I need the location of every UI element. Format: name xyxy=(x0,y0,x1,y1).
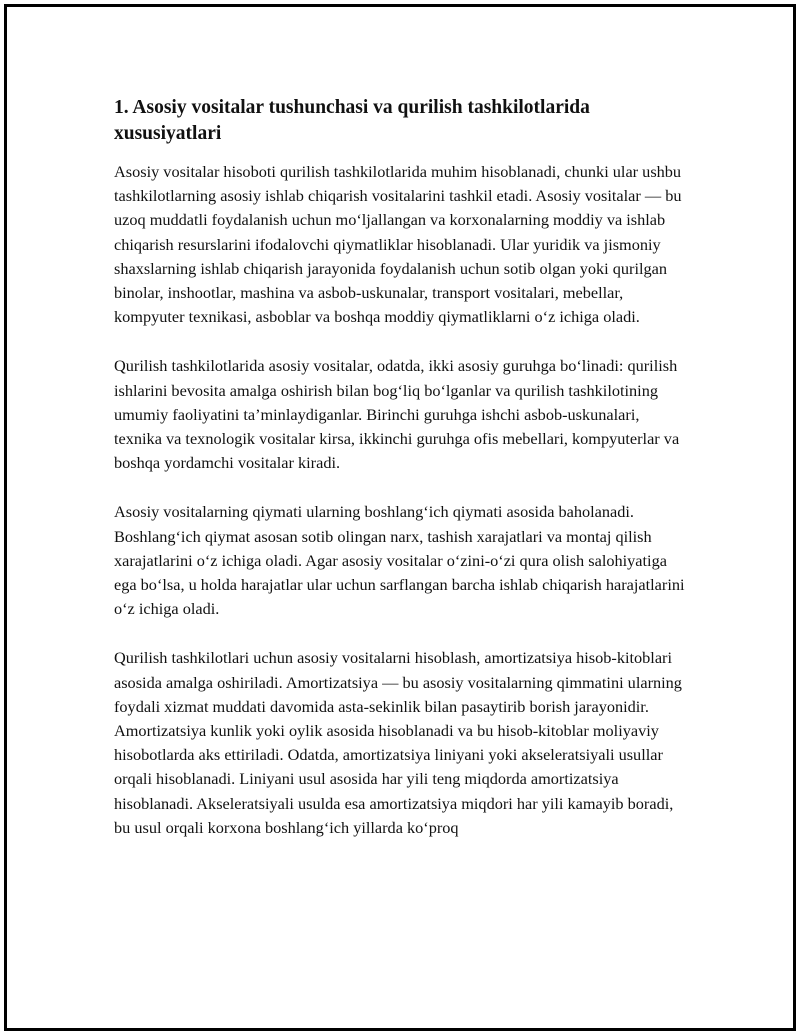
document-body xyxy=(114,95,686,865)
paragraph-3: Asosiy vositalarning qiymati ularning boshlangʻich qiymati asosida baholanadi. Boshlangʻich qiymat asosan sotib olingan narx, tashish xarajatlari va montaj qilish xarajatlarini oʻz ichiga oladi. Agar asosiy vositalar oʻzini-oʻzi qura olish salohiyatiga ega boʻlsa, u holda harajatlar ular uchun sarflangan barcha ishlab chiqarish harajatlarini oʻz ichiga oladi. xyxy=(114,502,685,619)
section-heading: 1. Asosiy vositalar tushunchasi va qurilish tashkilotlarida xususiyatlari xyxy=(114,97,590,144)
paragraph-1: Asosiy vositalar hisoboti qurilish tashkilotlarida muhim hisoblanadi, chunki ular ushbu tashkilotlarning asosiy ishlab chiqarish vositalarini tashkil etadi. Asosiy vositalar — bu uzoq muddatli foydalanish uchun moʻljallangan va korxonalarning moddiy va ishlab chiqarish resurslarini ifodalovchi qiymatliklar hisoblanadi. Ular yuridik va jismoniy shaxslarning ishlab chiqarish jarayonida foydalanish uchun sotib olgan yoki qurilgan binolar, inshootlar, mashina va asbob-uskunalar, transport vositalari, mebellar, kompyuter texnikasi, asboblar va boshqa moddiy qiymatliklarni oʻz ichiga oladi. xyxy=(114,162,682,327)
paragraph-4: Qurilish tashkilotlari uchun asosiy vositalarni hisoblash, amortizatsiya hisob-kitoblari asosida amalga oshiriladi. Amortizatsiya — bu asosiy vositalarning qimmatini ularning foydali xizmat muddati davomida asta-sekinlik bilan pasaytirib borish jarayonidir. Amortizatsiya kunlik yoki oylik asosida hisoblanadi va bu hisob-kitoblar moliyaviy hisobotlarda aks ettiriladi. Odatda, amortizatsiya liniyani yoki akseleratsiyali usullar orqali hisoblanadi. Liniyani usul asosida har yili teng miqdorda amortizatsiya hisoblanadi. Akseleratsiyali usulda esa amortizatsiya miqdori har yili kamayib boradi, bu usul orqali korxona boshlangʻich yillarda koʻproq xyxy=(114,648,682,837)
paragraph-2: Qurilish tashkilotlarida asosiy vositalar, odatda, ikki asosiy guruhga boʻlinadi: qurilish ishlarini bevosita amalga oshirish bilan bogʻliq boʻlganlar va qurilish tashkilotining umumiy faoliyatini taʼminlaydiganlar. Birinchi guruhga ishchi asbob-uskunalari, texnika va texnologik vositalar kirsa, ikkinchi guruhga ofis mebellari, kompyuterlar va boshqa yordamchi vositalar kiradi. xyxy=(114,356,680,473)
